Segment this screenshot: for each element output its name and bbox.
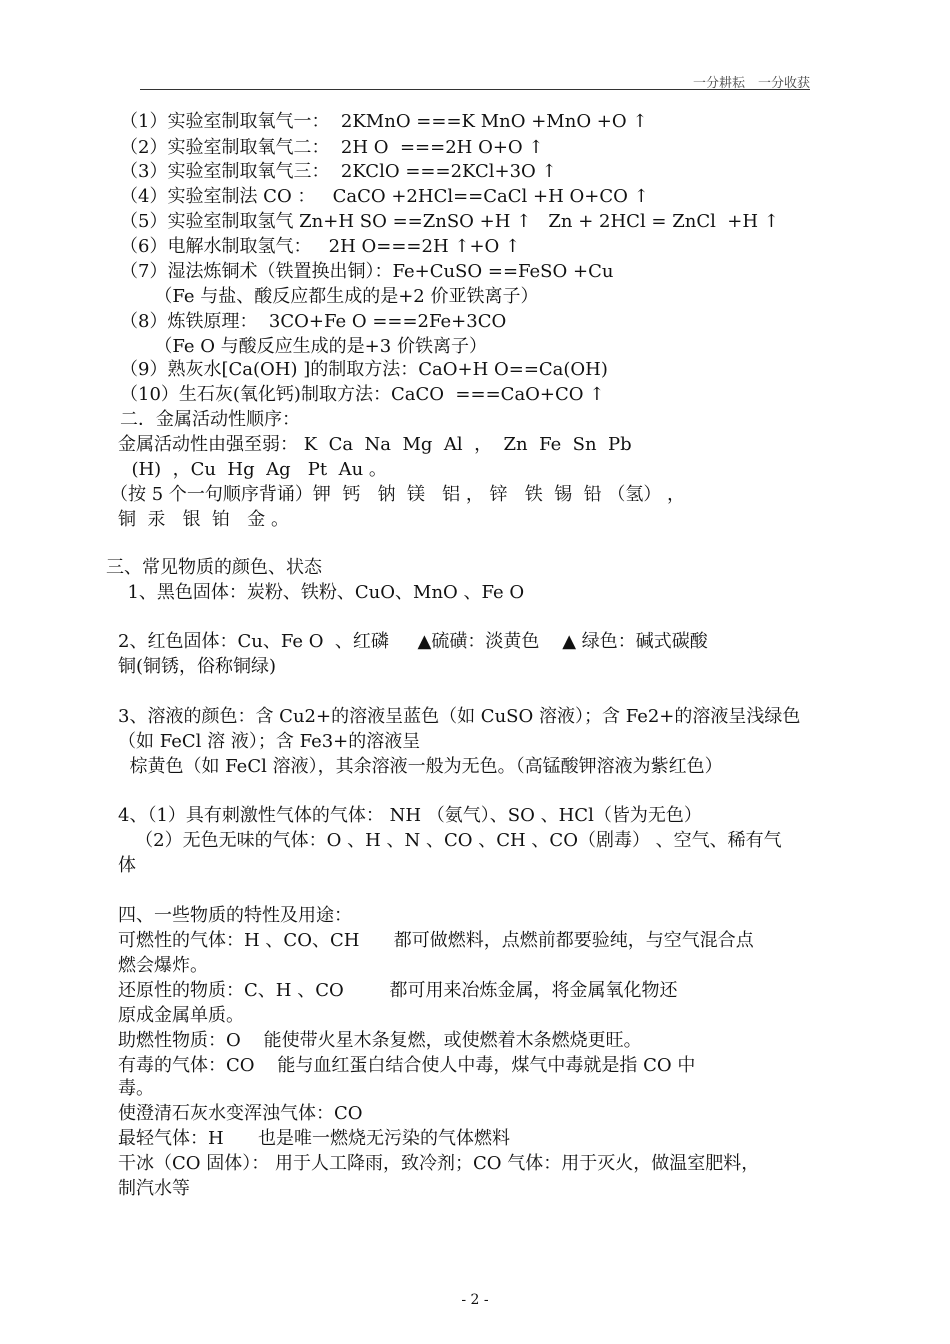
text-line: （5）实验室制取氢气 Zn+H SO ==ZnSO +H ↑ Zn + 2HCl = ZnCl +H ↑: [120, 211, 779, 232]
text-line: （9）熟灰水[Ca(OH) ]的制取方法：CaO+H O==Ca(OH): [120, 359, 608, 380]
text-line: 还原性的物质：C、H 、CO 都可用来冶炼金属，将金属氧化物还: [118, 980, 678, 1001]
text-line: （2）实验室制取氧气二： 2H O ===2H O+O ↑: [120, 137, 544, 158]
text-line: （3）实验室制取氧气三： 2KClO ===2KCl+3O ↑: [120, 161, 557, 182]
section-heading: 二．金属活动性顺序：: [120, 409, 300, 430]
text-line: （如 FeCl 溶 液）；含 Fe3+的溶液呈: [118, 731, 421, 752]
text-line: 4、（1）具有刺激性气体的气体： NH （氨气）、SO 、HCl（皆为无色）: [118, 805, 702, 826]
text-line: 金属活动性由强至弱： K Ca Na Mg Al ， Zn Fe Sn Pb: [118, 434, 632, 455]
text-line: （6）电解水制取氢气： 2H O===2H ↑+O ↑: [120, 236, 521, 257]
text-line: 燃会爆炸。: [118, 955, 208, 976]
text-line: 2、红色固体：Cu、Fe O 、红磷 ▲硫磺：淡黄色 ▲ 绿色：碱式碳酸: [118, 631, 708, 652]
page-number: - 2 -: [461, 1292, 489, 1308]
text-line: 体: [118, 855, 136, 876]
text-line: （7）湿法炼铜术（铁置换出铜）：Fe+CuSO ==FeSO +Cu: [120, 261, 614, 282]
text-line: （按 5 个一句顺序背诵）钾 钙 钠 镁 铝 ， 锌 铁 锡 铅 （氢） ，: [110, 484, 686, 505]
text-line: 原成金属单质。: [118, 1005, 244, 1026]
text-line: 铜(铜锈，俗称铜绿): [118, 656, 277, 677]
text-line: 干冰（CO 固体）： 用于人工降雨，致冷剂；CO 气体：用于灭火，做温室肥料，: [118, 1153, 760, 1174]
text-line: 1、黑色固体：炭粉、铁粉、CuO、MnO 、Fe O: [116, 582, 525, 603]
text-line: （Fe 与盐、酸反应都生成的是+2 价亚铁离子）: [120, 286, 539, 307]
text-line: 毒。: [118, 1078, 154, 1099]
text-line: （Fe O 与酸反应生成的是+3 价铁离子）: [120, 336, 487, 357]
text-line: 铜 汞 银 铂 金 。: [118, 509, 289, 530]
header-rule: [140, 89, 810, 90]
text-line: 制汽水等: [118, 1178, 190, 1199]
text-line: （8）炼铁原理： 3CO+Fe O ===2Fe+3CO: [120, 311, 507, 332]
text-line: (H) ，Cu Hg Ag Pt Au 。: [120, 459, 387, 480]
text-line: （1）实验室制取氧气一： 2KMnO ===K MnO +MnO +O ↑: [120, 111, 648, 132]
text-line: 助燃性物质：O 能使带火星木条复燃，或使燃着木条燃烧更旺。: [118, 1030, 642, 1051]
text-line: 使澄清石灰水变浑浊气体：CO: [118, 1103, 363, 1124]
header-motto: 一分耕耘 一分收获: [692, 76, 810, 91]
text-line: （10）生石灰(氧化钙)制取方法：CaCO ===CaO+CO ↑: [120, 384, 605, 405]
section-heading: 三、常见物质的颜色、状态: [106, 557, 322, 578]
text-line: 3、溶液的颜色：含 Cu2+的溶液呈蓝色（如 CuSO 溶液）；含 Fe2+的溶液呈浅绿色: [118, 706, 801, 727]
text-line: 可燃性的气体：H 、CO、CH 都可做燃料，点燃前都要验纯，与空气混合点: [118, 930, 754, 951]
text-line: 有毒的气体：CO 能与血红蛋白结合使人中毒，煤气中毒就是指 CO 中: [118, 1055, 696, 1076]
text-line: 棕黄色（如 FeCl 溶液），其余溶液一般为无色。（高锰酸钾溶液为紫红色）: [118, 756, 723, 777]
text-line: （2）无色无味的气体：O 、H 、N 、CO 、CH 、CO（剧毒） 、空气、稀有气: [118, 830, 782, 851]
section-heading: 四、一些物质的特性及用途：: [118, 905, 352, 926]
text-line: 最轻气体：H 也是唯一燃烧无污染的气体燃料: [118, 1128, 511, 1149]
text-line: （4）实验室制法 CO ： CaCO +2HCl==CaCl +H O+CO ↑: [120, 186, 649, 207]
